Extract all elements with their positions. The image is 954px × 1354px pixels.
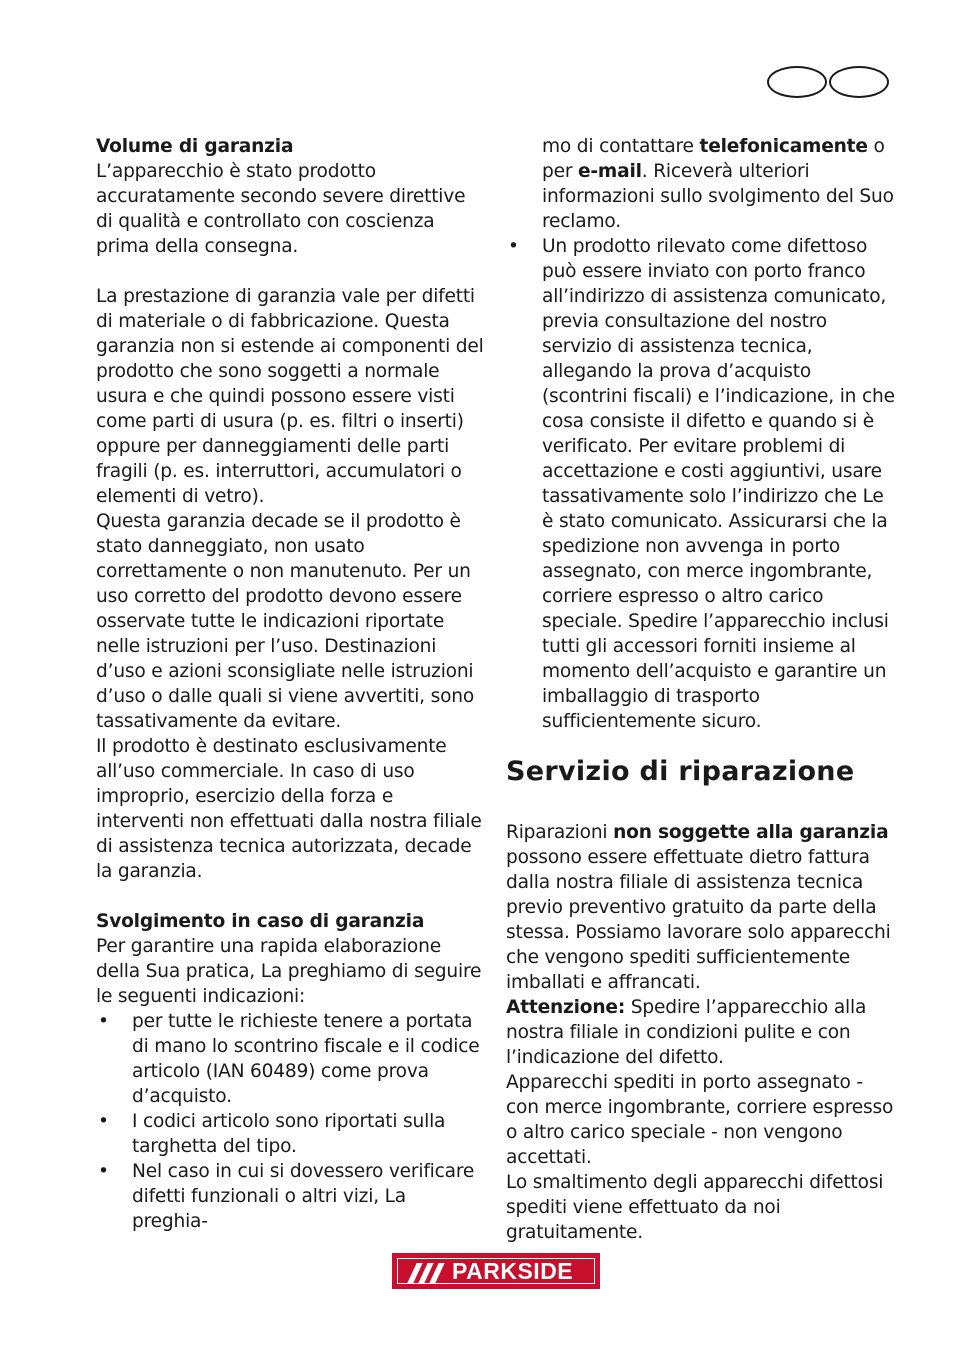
warranty-scope-paragraph-4: Il prodotto è destinato esclusivamente all’uso commerciale. In caso di uso improprio, esercizio della forza e interventi non effettuati dalla nostra filiale di assistenza tecnica autorizzata, decade la garanzia. (96, 736, 482, 882)
warranty-procedure-list (96, 1009, 486, 1234)
repair-no-warranty-label: non soggette alla garanzia (613, 822, 889, 843)
repair-text-b: possono essere effettuate dietro fattura dalla nostra filiale di assistenza tecnica previo preventivo gratuito da parte della stessa. Possiamo lavorare solo apparecchi che vengono spediti sufficientemente imballati e affrancati. (506, 847, 891, 993)
contact-phone-label: telefonicamente (699, 136, 868, 157)
right-column (506, 134, 898, 1245)
language-oval-right (829, 66, 889, 98)
repair-paragraph-3: Apparecchi spediti in porto assegnato - con merce ingombrante, corriere espresso o altro carico speciale - non vengono accettati. (506, 1072, 894, 1168)
left-column (96, 134, 486, 1234)
warranty-procedure-intro: Per garantire una rapida elaborazione della Sua pratica, La preghiamo di seguire le seguenti indicazioni: (96, 936, 482, 1007)
warranty-procedure-list-continued (506, 134, 898, 734)
warranty-scope-paragraph-1: L’apparecchio è stato prodotto accuratamente secondo severe direttive di qualità e controllato con coscienza prima della consegna. (96, 161, 466, 257)
list-item-continued (506, 134, 898, 234)
warranty-scope-paragraph-2: La prestazione di garanzia vale per difetti di materiale o di fabbricazione. Questa garanzia non si estende ai componenti del prodotto che sono soggetti a normale usura e che quindi possono essere visti come parti di usura (p. es. filtri o inserti) oppure per danneggiamenti delle parti fragili (p. es. interruttori, accumulatori o elementi di vetro). (96, 286, 484, 507)
attention-text: Spedire l’apparecchio alla nostra filiale in condizioni pulite e con l’indicazione del difetto. (506, 997, 867, 1068)
repair-service-title: Servizio di riparazione (506, 756, 855, 787)
parkside-logo (392, 1253, 600, 1289)
contact-text-c: . Riceverà ulteriori informazioni sullo svolgimento del Suo reclamo. (542, 161, 894, 232)
list-item: • I codici articolo sono riportati sulla targhetta del tipo. (96, 1109, 486, 1159)
repair-paragraph-4: Lo smaltimento degli apparecchi difettosi spediti viene effettuato da noi gratuitamente. (506, 1172, 884, 1243)
list-item: • Nel caso in cui si dovessero verificare difetti funzionali o altri vizi, La preghia- (96, 1159, 486, 1234)
list-item: • Un prodotto rilevato come difettoso può essere inviato con porto franco all’indirizzo di assistenza comunicato, previa consultazione del nostro servizio di assistenza tecnica, allegando la prova d’acquisto (scontrini fiscali) e l’indicazione, in che cosa consiste il difetto e quando si è verificato. Per evitare problemi di accettazione e costi aggiuntivi, usare tassativamente solo l’indirizzo che Le è stato comunicato. Assicurarsi che la spedizione non avvenga in porto assegnato, con merce ingombrante, corriere espresso o altro carico speciale. Spedire l’apparecchio inclusi tutti gli accessori forniti insieme al momento dell’acquisto e garantire un imballaggio di trasporto sufficientemente sicuro. (506, 234, 898, 734)
list-item: • per tutte le richieste tenere a portata di mano lo scontrino fiscale e il codice articolo (IAN 60489) come prova d’acquisto. (96, 1009, 486, 1109)
contact-email-label: e-mail (578, 161, 642, 182)
repair-text-a: Riparazioni (506, 822, 614, 843)
contact-text-a: mo di contattare (542, 136, 700, 157)
warranty-scope-heading: Volume di garanzia (96, 136, 294, 157)
warranty-scope-paragraph-3: Questa garanzia decade se il prodotto è stato danneggiato, non usato correttamente o non manutenuto. Per un uso corretto del prodotto devono essere osservate tutte le indicazioni riportate nelle istruzioni per l’uso. Destinazioni d’uso e azioni sconsigliate nelle istruzioni d’uso o dalle quali si viene avvertiti, sono tassativamente da evitare. (96, 511, 475, 732)
attention-label: Attenzione: (506, 997, 626, 1018)
language-indicator (767, 66, 891, 100)
repair-attention-paragraph (506, 995, 898, 1070)
language-oval-left (767, 66, 827, 98)
warranty-procedure-heading: Svolgimento in caso di garanzia (96, 911, 425, 932)
repair-paragraph-1 (506, 820, 898, 995)
contact-text-b: o per (542, 136, 885, 182)
logo-slashes-icon (398, 1259, 452, 1283)
logo-text: PARKSIDE (452, 1257, 574, 1284)
